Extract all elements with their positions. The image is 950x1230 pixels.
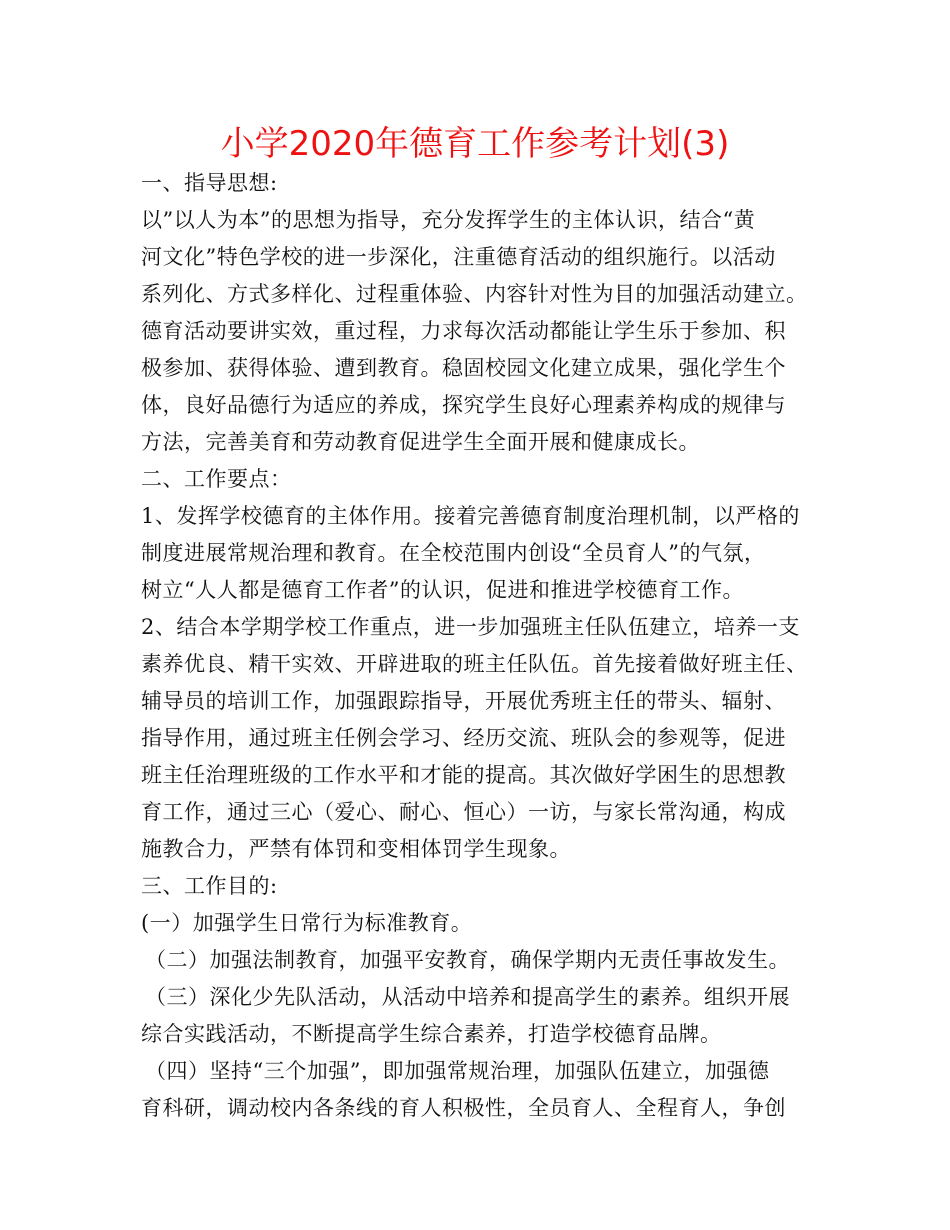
list-item: （二）加强法制教育，加强平安教育，确保学期内无责任事故发生。: [145, 948, 790, 972]
list-item: （四）坚持“三个加强”，即加强常规治理，加强队伍建立，加强德: [145, 1059, 770, 1083]
paragraph-line: 系列化、方式多样化、过程重体验、内容针对性为目的加强活动建立。: [141, 282, 808, 306]
paragraph-line: 育科研，调动校内各条线的育人积极性，全员育人、全程育人，争创: [141, 1096, 786, 1120]
paragraph-line: 树立“人人都是德育工作者”的认识，促进和推进学校德育工作。: [141, 578, 744, 602]
paragraph-line: 制度进展常规治理和教育。在全校范围内创设“全员育人”的气氛，: [141, 541, 766, 565]
paragraph-line: 以”以人为本”的思想为指导，充分发挥学生的主体认识，结合“黄: [141, 208, 756, 232]
document-body: [141, 165, 831, 1127]
section-heading-work-points: 二、工作要点：: [141, 467, 292, 491]
paragraph-line: 1、发挥学校德育的主体作用。接着完善德育制度治理机制，以严格的: [141, 504, 800, 528]
list-item: (一）加强学生日常行为标准教育。: [141, 911, 473, 935]
paragraph-line: 班主任治理班级的工作水平和才能的提高。其次做好学困生的思想教: [141, 763, 786, 787]
list-item: （三）深化少先队活动，从活动中培养和提高学生的素养。组织开展: [145, 985, 790, 1009]
paragraph-line: 综合实践活动，不断提高学生综合素养，打造学校德育品牌。: [141, 1022, 722, 1046]
section-heading-guiding-thought: 一、指导思想:: [141, 171, 278, 195]
paragraph-line: 德育活动要讲实效，重过程，力求每次活动都能让学生乐于参加、积: [141, 319, 786, 343]
paragraph-line: 2、结合本学期学校工作重点，进一步加强班主任队伍建立，培养一支: [141, 615, 800, 639]
paragraph-line: 辅导员的培训工作，加强跟踪指导，开展优秀班主任的带头、辐射、: [141, 689, 786, 713]
paragraph-line: 育工作，通过三心（爱心、耐心、恒心）一访，与家长常沟通，构成: [141, 800, 786, 824]
paragraph-line: 指导作用，通过班主任例会学习、经历交流、班队会的参观等，促进: [141, 726, 786, 750]
section-heading-work-goals: 三、工作目的:: [141, 874, 278, 898]
document-title: 小学2020年德育工作参考计划(3): [220, 124, 730, 164]
paragraph-line: 施教合力，严禁有体罚和变相体罚学生现象。: [141, 837, 571, 861]
paragraph-line: 极参加、获得体验、遭到教育。稳固校园文化建立成果，强化学生个: [141, 356, 786, 380]
paragraph-line: 体，良好品德行为适应的养成，探究学生良好心理素养构成的规律与: [141, 393, 786, 417]
paragraph-line: 河文化”特色学校的进一步深化，注重德育活动的组织施行。以活动: [141, 245, 776, 269]
paragraph-line: 素养优良、精干实效、开辟进取的班主任队伍。首先接着做好班主任、: [141, 652, 808, 676]
paragraph-line: 方法，完善美育和劳动教育促进学生全面开展和健康成长。: [141, 430, 700, 454]
